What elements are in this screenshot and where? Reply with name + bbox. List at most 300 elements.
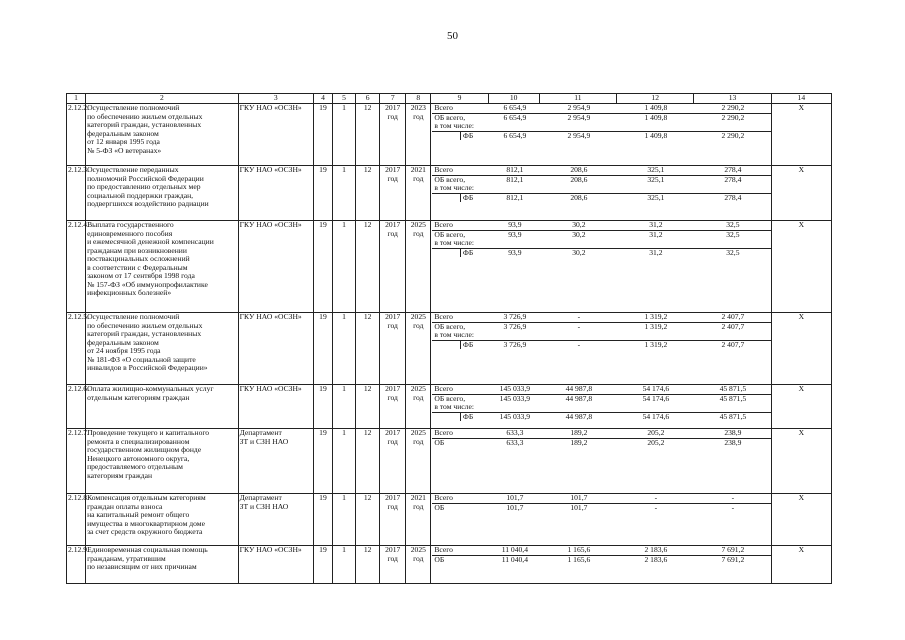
financing-source [432,322,489,340]
start-year [380,429,406,494]
financing-source-label: ОБ всего, [434,174,466,184]
financing-row [432,429,771,438]
end-year-unit: год [413,392,424,402]
financing-amount-col-11: 1 165,6 [567,545,591,554]
financing-amount-col-11: 30,2 [540,248,617,257]
measure-name-line: Единовременная социальная помощь [87,545,208,554]
financing-amount-col-11: 2 954,9 [567,103,591,112]
financing-table [432,313,771,349]
header-cell-4: 4 [313,94,332,104]
col-14-value: Х [771,494,831,546]
financing-amount-col-12: 1 319,2 [617,340,694,349]
financing-amount-col-10: 93,9 [489,248,540,257]
measure-name-line: поствакцинальных осложнений [87,254,190,263]
table-row [67,429,832,494]
financing-row [432,221,771,230]
financing-source-label: ОБ всего, [434,393,466,403]
financing-source [432,104,489,113]
end-year [406,546,431,584]
col-14-value: Х [771,166,831,221]
header-cell-13: 13 [694,94,771,104]
col-14-value: Х [771,546,831,584]
financing-amount-col-10: 11 040,4 [501,545,528,554]
financing-source-label: Всего [434,428,453,437]
financing-amount-col-11: 189,2 [570,428,588,437]
financing-amount-col-11: 1 165,6 [540,555,617,564]
financing-amount-col-11: - [577,312,581,321]
financing-amount-col-12: 325,1 [617,175,694,193]
table-row [67,166,832,221]
table-body [67,104,832,584]
header-cell-11: 11 [539,94,616,104]
measure-name-line: государственном жилищном фонде [87,445,202,454]
start-year-value: 2017 [385,384,401,393]
col-5-value: 1 [333,429,356,494]
financing-amount-col-13: 278,4 [724,165,742,174]
header-cell-3: 3 [238,94,313,104]
financing-source-sub: ФБ [460,340,489,349]
financing-source [432,438,489,447]
table-row [67,385,832,429]
measure-name-line: категорий граждан, установленных [87,120,202,129]
financing-amount-col-10: 3 726,9 [503,312,527,321]
financing-block [431,429,771,494]
col-6-value: 12 [356,221,380,313]
financing-source [432,113,489,131]
end-year-unit: год [413,173,424,183]
financing-amount-col-10: 6 654,9 [489,131,540,140]
header-row [67,94,832,104]
start-year-value: 2017 [385,545,401,554]
financing-source [432,175,489,193]
financing-source [432,503,489,512]
financing-amount-col-12: - [617,503,694,512]
financing-amount-col-11: 189,2 [540,438,617,447]
financing-amount-col-12: 54 174,6 [617,412,694,421]
financing-row [432,166,771,175]
measure-name-line: Выплата государственного [87,220,174,229]
financing-table [432,494,771,512]
financing-amount-col-11: 101,7 [570,493,588,502]
financing-amount-col-10: 101,7 [506,493,524,502]
col-5-value: 1 [333,546,356,584]
end-year-value: 2025 [410,545,426,554]
measure-name-line: от 24 ноября 1995 года [87,346,161,355]
financing-source-label-2: в том числе: [434,183,474,192]
measure-name-line: полномочий Российской Федерации [87,173,204,183]
financing-block [431,313,771,385]
col-14-value: Х [771,104,831,166]
measure-name-line: на капитальный ремонт общего [87,510,190,519]
measure-name-line: отдельным категориям граждан [87,392,190,402]
header-cell-6: 6 [356,94,380,104]
financing-block [431,104,771,166]
col-4-value: 19 [313,385,332,429]
financing-source [432,385,489,394]
end-year-value: 2021 [410,165,426,174]
measure-name-line: по обеспечению жильем отдельных [87,320,203,330]
end-year [406,494,431,546]
financing-row [432,340,771,349]
financing-source [432,555,489,564]
financing-indent [432,193,460,202]
financing-block [431,221,771,313]
start-year-unit: год [387,320,398,330]
financing-amount-col-13: 278,4 [694,193,771,202]
financing-amount-col-12: 205,2 [617,438,694,447]
financing-source-label-2: в том числе: [434,402,474,411]
financing-row [432,438,771,447]
executor: ГКУ НАО «ОСЗН» [238,166,313,221]
row-number: 2.12.5. [67,313,86,385]
measure-name-line: гражданам при возникновении [87,245,187,255]
financing-row [432,230,771,248]
start-year [380,104,406,166]
start-year-unit: год [387,228,398,238]
financing-row [432,322,771,340]
financing-amount-col-10: 633,3 [489,438,540,447]
financing-row [432,494,771,503]
table-row [67,104,832,166]
program-table [66,93,832,584]
measure-name-line: и ежемесячной денежной компенсации [87,237,214,246]
financing-amount-col-11: 44 987,8 [565,384,593,393]
financing-amount-col-13: 2 407,7 [721,312,745,321]
financing-amount-col-12: 1 409,8 [617,131,694,140]
financing-amount-col-11: 30,2 [572,220,586,229]
financing-amount-col-13: 238,9 [694,438,771,447]
financing-row [432,385,771,394]
financing-source-label: ОБ всего, [434,229,466,239]
financing-source-label: ОБ [434,502,445,512]
measure-name-line: инвалидов в Российской Федерации» [87,363,208,372]
start-year [380,546,406,584]
financing-source-sub: ФБ [460,248,489,257]
measure-name-line: за счет средств окружного бюджета [87,527,203,536]
start-year-value: 2017 [385,428,401,437]
measure-name-line: Осуществление переданных [87,165,179,174]
financing-amount-col-13: 238,9 [724,428,742,437]
header-cell-9: 9 [431,94,488,104]
end-year-unit: год [413,111,424,121]
financing-source-label: Всего [434,165,453,174]
end-year [406,313,431,385]
financing-amount-col-11: 44 987,8 [540,412,617,421]
financing-source-label: Всего [434,545,453,554]
end-year-unit: год [413,553,424,563]
measure-name-line: по обеспечению жильем отдельных [87,111,203,121]
executor: ГКУ НАО «ОСЗН» [238,104,313,166]
financing-table [432,166,771,202]
header-cell-7: 7 [380,94,406,104]
col-4-value: 19 [313,104,332,166]
measure-name-line: Ненецкого автономного округа, [87,453,190,463]
start-year [380,313,406,385]
financing-amount-col-12: 2 183,6 [644,545,668,554]
financing-row [432,546,771,555]
financing-source-label: ОБ [434,554,445,564]
measure-name-line: Осуществление полномочий [87,312,180,321]
financing-amount-col-11: 208,6 [540,193,617,202]
end-year-value: 2025 [410,220,426,229]
end-year-unit: год [413,501,424,511]
financing-amount-col-12: 54 174,6 [617,394,694,412]
col-14-value: Х [771,221,831,313]
financing-amount-col-12: 1 319,2 [644,312,668,321]
end-year-unit: год [413,320,424,330]
measure-name-line: гражданам, утратившим [87,553,166,563]
executor: ГКУ НАО «ОСЗН» [238,385,313,429]
financing-amount-col-13: 45 871,5 [694,394,771,412]
table-row [67,546,832,584]
measure-name [86,166,239,221]
financing-amount-col-10: 93,9 [489,230,540,248]
executor: ГКУ НАО «ОСЗН» [238,221,313,313]
end-year [406,166,431,221]
end-year-unit: год [413,228,424,238]
financing-row [432,503,771,512]
start-year-unit: год [387,553,398,563]
financing-indent [432,248,460,257]
col-4-value: 19 [313,313,332,385]
table-row [67,313,832,385]
financing-amount-col-11: 2 954,9 [540,131,617,140]
financing-amount-col-13: 278,4 [694,175,771,193]
financing-amount-col-10: 6 654,9 [489,113,540,131]
financing-row [432,113,771,131]
financing-row [432,131,771,140]
measure-name-line: социальной поддержки граждан, [87,190,194,200]
col-4-value: 19 [313,546,332,584]
measure-name-line: инфекционных болезней» [87,288,172,297]
measure-name-line: подвергшихся воздействию радиации [87,199,209,208]
row-number: 2.12.6. [67,385,86,429]
col-6-value: 12 [356,104,380,166]
financing-amount-col-10: 3 726,9 [489,340,540,349]
financing-source-label: Всего [434,312,453,321]
start-year-value: 2017 [385,493,401,502]
col-6-value: 12 [356,313,380,385]
financing-source [432,230,489,248]
financing-amount-col-11: - [540,322,617,340]
financing-amount-col-10: 633,3 [506,428,524,437]
measure-name [86,546,239,584]
start-year-unit: год [387,392,398,402]
measure-name-line: федеральным законом [87,128,159,138]
financing-amount-col-13: - [694,503,771,512]
financing-source [432,166,489,175]
financing-table [432,221,771,257]
measure-name-line: № 181-ФЗ «О социальной защите [87,354,196,364]
measure-name-line: Проведение текущего и капитального [87,428,210,437]
col-5-value: 1 [333,385,356,429]
financing-source-label-2: в том числе: [434,238,474,247]
financing-amount-col-12: 325,1 [647,165,665,174]
financing-row [432,104,771,113]
col-4-value: 19 [313,166,332,221]
row-number: 2.12.2. [67,104,86,166]
financing-amount-col-10: 93,9 [508,220,522,229]
financing-indent [432,340,460,349]
financing-amount-col-10: 812,1 [506,165,524,174]
measure-name [86,104,239,166]
financing-source-label: Всего [434,103,453,112]
measure-name-line: по независящим от них причинам [87,562,197,571]
measure-name [86,429,239,494]
financing-amount-col-11: 30,2 [540,230,617,248]
financing-source [432,429,489,438]
table-row [67,494,832,546]
financing-amount-col-12: 54 174,6 [642,384,670,393]
financing-amount-col-12: 205,2 [647,428,665,437]
financing-amount-col-13: 7 691,2 [721,545,745,554]
measure-name-line: единовременного пособия [87,228,173,238]
financing-table [432,429,771,447]
measure-name-line: имущества в многоквартирном доме [87,518,205,528]
financing-source-label: Всего [434,493,453,502]
row-number: 2.12.9. [67,546,86,584]
financing-amount-col-12: 1 409,8 [617,113,694,131]
start-year [380,385,406,429]
measure-name-line: в соответствии с Федеральным [87,262,188,272]
start-year-unit: год [387,501,398,511]
header-cell-14: 14 [771,94,831,104]
financing-amount-col-10: 101,7 [489,503,540,512]
row-number: 2.12.4. [67,221,86,313]
financing-source-sub: ФБ [460,131,489,140]
financing-amount-col-12: 31,2 [617,248,694,257]
financing-source-label: ОБ всего, [434,112,466,122]
measure-name-line: Осуществление полномочий [87,103,180,112]
executor: Департамент ЗТ и СЗН НАО [238,429,313,494]
header-cell-2: 2 [86,94,239,104]
end-year-value: 2025 [410,384,426,393]
measure-name-line: предоставляемого отдельным [87,462,183,471]
financing-amount-col-12: 1 319,2 [617,322,694,340]
end-year [406,429,431,494]
financing-indent [432,412,460,421]
financing-row [432,394,771,412]
end-year [406,221,431,313]
end-year-value: 2021 [410,493,426,502]
measure-name-line: граждан оплаты взноса [87,501,163,511]
financing-source [432,546,489,555]
start-year-value: 2017 [385,312,401,321]
measure-name-line: по предоставлению отдельных мер [87,182,201,191]
measure-name [86,494,239,546]
financing-amount-col-12: 31,2 [649,220,663,229]
measure-name-line: от 12 января 1995 года [87,137,160,146]
measure-name-line: ремонта в специализированном [87,436,190,446]
measure-name [86,313,239,385]
financing-source-label: ОБ всего, [434,321,466,331]
financing-row [432,412,771,421]
financing-amount-col-13: 2 407,7 [694,322,771,340]
measure-name-line: категориям граждан [87,470,153,480]
measure-name [86,385,239,429]
measure-name-line: законом от 17 сентября 1998 года [87,271,195,280]
financing-source-sub: ФБ [460,412,489,421]
financing-amount-col-11: 44 987,8 [540,394,617,412]
start-year [380,166,406,221]
col-4-value: 19 [313,494,332,546]
start-year-unit: год [387,111,398,121]
measure-name-line: федеральным законом [87,337,159,347]
financing-amount-col-13: 2 290,2 [694,131,771,140]
financing-amount-col-13: 32,5 [694,248,771,257]
financing-row [432,313,771,322]
financing-block [431,546,771,584]
financing-amount-col-10: 145 033,9 [489,394,540,412]
financing-source [432,221,489,230]
executor: Департамент ЗТ и СЗН НАО [238,494,313,546]
start-year [380,221,406,313]
financing-source-label-2: в том числе: [434,330,474,339]
financing-block [431,494,771,546]
financing-amount-col-13: 7 691,2 [694,555,771,564]
col-5-value: 1 [333,166,356,221]
financing-block [431,385,771,429]
financing-row [432,193,771,202]
financing-amount-col-11: 2 954,9 [540,113,617,131]
col-14-value: Х [771,313,831,385]
col-6-value: 12 [356,494,380,546]
financing-amount-col-10: 6 654,9 [503,103,527,112]
financing-amount-col-10: 145 033,9 [499,384,531,393]
page-number: 50 [447,30,458,42]
financing-amount-col-10: 11 040,4 [489,555,540,564]
financing-amount-col-12: 1 409,8 [644,103,668,112]
financing-indent [432,131,460,140]
financing-source-label: Всего [434,384,453,393]
start-year [380,494,406,546]
financing-row [432,175,771,193]
row-number: 2.12.7. [67,429,86,494]
financing-amount-col-12: - [654,493,658,502]
row-number: 2.12.3. [67,166,86,221]
financing-amount-col-13: 45 871,5 [719,384,747,393]
financing-amount-col-10: 3 726,9 [489,322,540,340]
financing-amount-col-10: 145 033,9 [489,412,540,421]
start-year-unit: год [387,173,398,183]
financing-source [432,313,489,322]
col-14-value: Х [771,429,831,494]
financing-amount-col-10: 812,1 [489,193,540,202]
financing-amount-col-11: 208,6 [570,165,588,174]
financing-source-label: Всего [434,220,453,229]
col-4-value: 19 [313,221,332,313]
financing-source-label-2: в том числе: [434,121,474,130]
measure-name-line: № 157-ФЗ «Об иммунопрофилактике [87,279,208,289]
header-cell-12: 12 [617,94,694,104]
financing-amount-col-12: 325,1 [617,193,694,202]
financing-block [431,166,771,221]
end-year [406,385,431,429]
col-6-value: 12 [356,166,380,221]
financing-source [432,394,489,412]
col-5-value: 1 [333,104,356,166]
financing-row [432,248,771,257]
financing-amount-col-12: 31,2 [617,230,694,248]
financing-amount-col-13: 32,5 [726,220,740,229]
end-year-value: 2025 [410,312,426,321]
end-year-value: 2023 [410,103,426,112]
header-cell-10: 10 [488,94,539,104]
financing-table [432,546,771,564]
header-cell-8: 8 [406,94,431,104]
start-year-value: 2017 [385,220,401,229]
financing-amount-col-13: 32,5 [694,230,771,248]
